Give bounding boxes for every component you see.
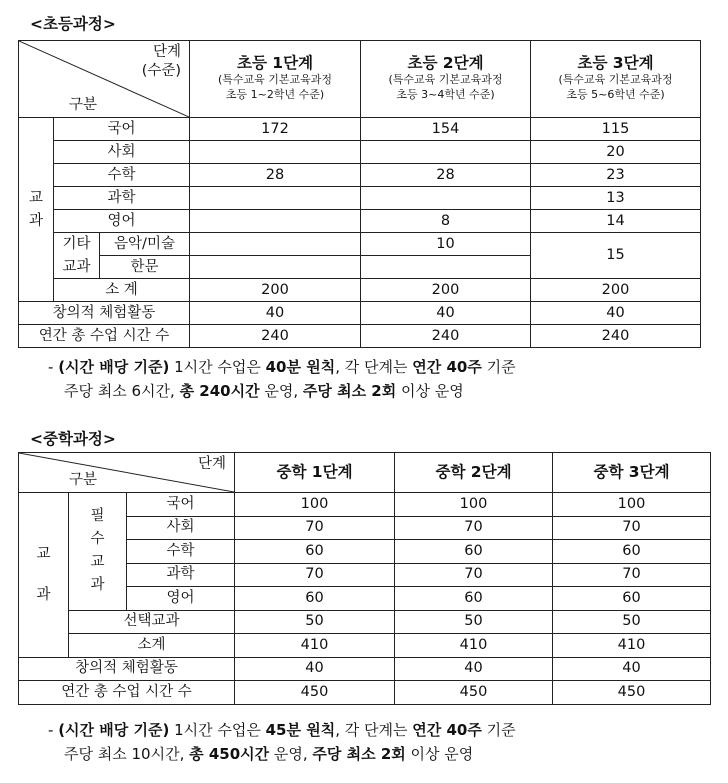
table-row <box>19 187 701 210</box>
row-label: 영어 <box>127 587 235 611</box>
cell-value: 23 <box>531 164 701 187</box>
row-label: 수학 <box>127 540 235 564</box>
cell-value: 410 <box>553 634 711 658</box>
cell-value: 60 <box>395 540 553 564</box>
row-label: 사회 <box>54 141 190 164</box>
category-label: 구분 <box>69 472 98 489</box>
cell-value <box>361 141 531 164</box>
cell-value <box>361 187 531 210</box>
middle-time-allocation-note: - (시간 배당 기준) 1시간 수업은 45분 원칙, 각 단계는 연간 40주 기준 주당 최소 10시간, 총 450시간 운영, 주당 최소 2회 이상 운영 <box>48 721 516 763</box>
cell-value: 70 <box>553 516 711 540</box>
cell-value: 15 <box>531 233 701 279</box>
middle-section-title: <중학과정> <box>30 430 116 448</box>
table-row <box>19 141 701 164</box>
cell-value: 40 <box>553 657 711 681</box>
required-subjects-label: 필 수 교 과 <box>69 493 127 611</box>
cell-value: 60 <box>553 540 711 564</box>
table-row <box>19 233 701 256</box>
row-label: 창의적 체험활동 <box>19 302 190 325</box>
cell-value <box>190 256 361 279</box>
level-label: 단계 <box>198 456 227 472</box>
elementary-corner-header <box>19 41 190 118</box>
middle-corner-header <box>19 453 235 493</box>
cell-value: 60 <box>235 587 395 611</box>
elementary-time-allocation-note: - (시간 배당 기준) 1시간 수업은 40분 원칙, 각 단계는 연간 40주 기준 주당 최소 6시간, 총 240시간 운영, 주당 최소 2회 이상 운영 <box>48 358 516 400</box>
row-label: 음악/미술 <box>100 233 190 256</box>
cell-value: 450 <box>235 681 395 705</box>
elementary-hours-table <box>18 40 701 348</box>
table-row <box>19 302 701 325</box>
cell-value: 100 <box>553 493 711 517</box>
cell-value: 50 <box>395 610 553 634</box>
row-label: 소계 <box>69 634 235 658</box>
cell-value: 40 <box>235 657 395 681</box>
cell-value: 240 <box>531 325 701 348</box>
cell-value: 200 <box>361 279 531 302</box>
table-row <box>19 610 711 634</box>
row-label: 사회 <box>127 516 235 540</box>
cell-value: 70 <box>553 563 711 587</box>
elementary-level-2-header: 초등 2단계 (특수교육 기본교육과정 초등 3~4학년 수준) <box>361 41 531 118</box>
row-label: 선택교과 <box>69 610 235 634</box>
cell-value: 70 <box>235 563 395 587</box>
cell-value: 40 <box>190 302 361 325</box>
level-sub-label: (수준) <box>141 62 182 79</box>
cell-value: 70 <box>235 516 395 540</box>
row-label: 연간 총 수업 시간 수 <box>19 681 235 705</box>
level-label: 단계 <box>153 44 182 60</box>
cell-value: 13 <box>531 187 701 210</box>
row-label: 과학 <box>127 563 235 587</box>
cell-value: 100 <box>395 493 553 517</box>
cell-value: 40 <box>395 657 553 681</box>
middle-level-1-header: 중학 1단계 <box>235 453 395 493</box>
cell-value: 200 <box>531 279 701 302</box>
elementary-level-1-header: 초등 1단계 (특수교육 기본교육과정 초등 1~2학년 수준) <box>190 41 361 118</box>
row-label: 창의적 체험활동 <box>19 657 235 681</box>
row-label: 영어 <box>54 210 190 233</box>
elementary-level-3-header: 초등 3단계 (특수교육 기본교육과정 초등 5~6학년 수준) <box>531 41 701 118</box>
cell-value: 40 <box>361 302 531 325</box>
row-label: 국어 <box>54 118 190 141</box>
middle-level-2-header: 중학 2단계 <box>395 453 553 493</box>
cell-value: 154 <box>361 118 531 141</box>
middle-level-3-header: 중학 3단계 <box>553 453 711 493</box>
table-row <box>19 325 701 348</box>
cell-value <box>190 233 361 256</box>
table-row <box>19 164 701 187</box>
cell-value: 240 <box>190 325 361 348</box>
cell-value: 28 <box>361 164 531 187</box>
subject-group-label: 교 과 <box>19 118 54 302</box>
row-label: 한문 <box>100 256 190 279</box>
cell-value: 172 <box>190 118 361 141</box>
cell-value: 40 <box>531 302 701 325</box>
cell-value: 50 <box>553 610 711 634</box>
middle-hours-table <box>18 452 711 705</box>
row-label: 국어 <box>127 493 235 517</box>
cell-value: 60 <box>395 587 553 611</box>
cell-value <box>190 141 361 164</box>
cell-value: 450 <box>553 681 711 705</box>
cell-value: 20 <box>531 141 701 164</box>
table-row <box>19 657 711 681</box>
cell-value: 60 <box>553 587 711 611</box>
cell-value: 410 <box>395 634 553 658</box>
row-label: 소 계 <box>54 279 190 302</box>
elementary-section-title: <초등과정> <box>30 15 116 33</box>
cell-value <box>190 210 361 233</box>
cell-value: 410 <box>235 634 395 658</box>
row-label: 과학 <box>54 187 190 210</box>
cell-value <box>190 187 361 210</box>
cell-value: 70 <box>395 563 553 587</box>
cell-value <box>361 256 531 279</box>
cell-value: 8 <box>361 210 531 233</box>
table-row <box>19 279 701 302</box>
cell-value: 240 <box>361 325 531 348</box>
cell-value: 450 <box>395 681 553 705</box>
table-row <box>19 118 701 141</box>
table-row <box>19 634 711 658</box>
cell-value: 100 <box>235 493 395 517</box>
subject-group-label: 교 과 <box>19 493 69 658</box>
cell-value: 28 <box>190 164 361 187</box>
category-label: 구분 <box>69 97 98 114</box>
row-label: 수학 <box>54 164 190 187</box>
other-subjects-label: 기타 교과 <box>54 233 100 279</box>
cell-value: 50 <box>235 610 395 634</box>
cell-value: 14 <box>531 210 701 233</box>
cell-value: 115 <box>531 118 701 141</box>
cell-value: 60 <box>235 540 395 564</box>
table-row <box>19 681 711 705</box>
cell-value: 70 <box>395 516 553 540</box>
row-label: 연간 총 수업 시간 수 <box>19 325 190 348</box>
cell-value: 10 <box>361 233 531 256</box>
table-row <box>19 210 701 233</box>
table-row <box>19 493 711 517</box>
cell-value: 200 <box>190 279 361 302</box>
